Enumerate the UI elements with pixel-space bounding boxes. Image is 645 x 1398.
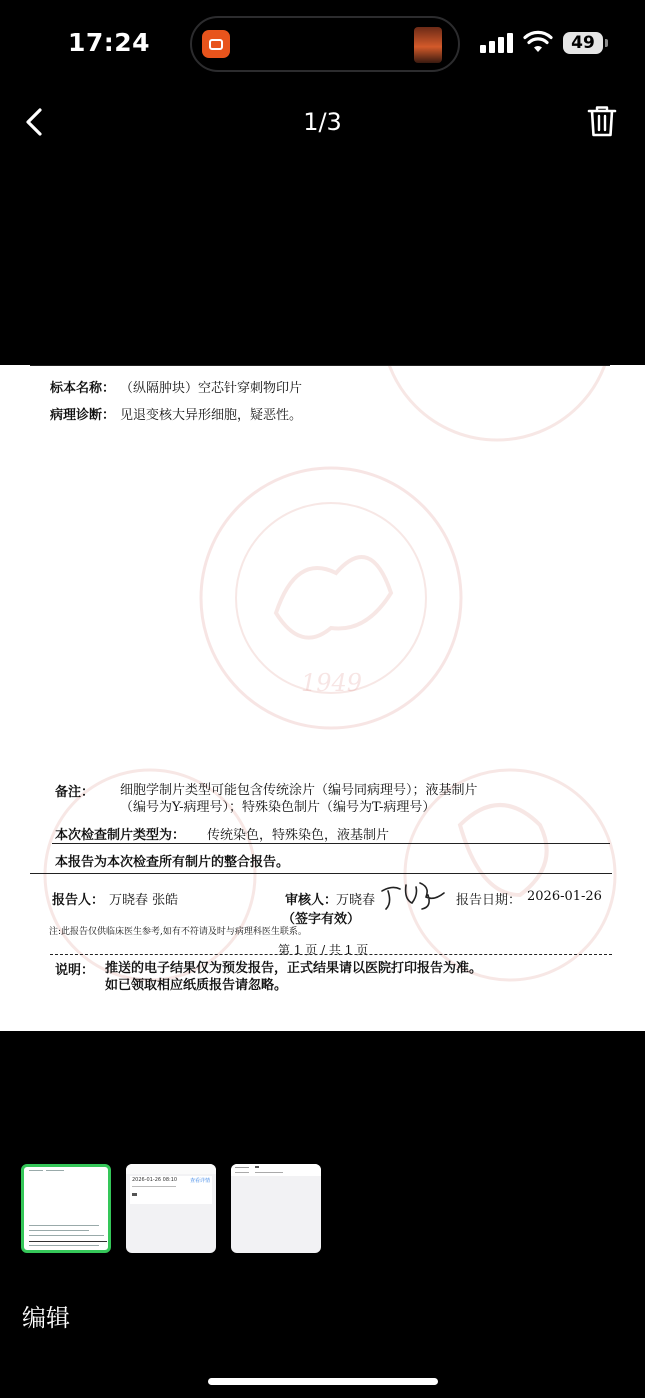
slide-types-value: 传统染色，特殊染色，液基制片 (207, 828, 390, 843)
trash-icon[interactable] (586, 104, 618, 138)
status-time: 17:24 (68, 28, 151, 57)
reviewer-signature (378, 877, 450, 911)
specimen-value: （纵隔肿块）空芯针穿刺物印片 (120, 381, 303, 396)
rule-2 (30, 873, 612, 874)
thumbnail-2-title: 2026-01-26 08:10 (132, 1177, 178, 1183)
remarks-label: 备注： (55, 785, 95, 800)
thumbnail-page-2[interactable] (126, 1164, 216, 1253)
thumbnail-page-1[interactable] (21, 1164, 111, 1253)
diagnosis-label: 病理诊断： (50, 408, 116, 423)
reporter-value: 万晓春 张皓 (109, 893, 179, 908)
reviewer-label: 审核人： (285, 893, 338, 908)
reviewer-value: 万晓春 (336, 893, 376, 908)
cellular-signal-icon (480, 33, 514, 53)
footnote: 注:此报告仅供临床医生参考,如有不符请及时与病理科医生联系。 (49, 927, 307, 937)
specimen-label: 标本名称： (50, 381, 116, 396)
dashed-rule (50, 954, 612, 955)
integrated-statement: 本报告为本次检查所有制片的整合报告。 (55, 855, 290, 870)
page-info: 第 1 页 / 共 1 页 (278, 943, 369, 957)
seal-year-text: 1949 (301, 669, 363, 697)
diagnosis-value: 见退变核大异形细胞，疑恶性。 (120, 408, 303, 423)
reporter-label: 报告人： (52, 893, 105, 908)
dynamic-island[interactable] (190, 16, 460, 72)
top-rule (30, 365, 610, 366)
note-line-1: 推送的电子结果仅为预发报告，正式结果请以医院打印报告为准。 (105, 961, 483, 976)
report-date-label: 报告日期： (456, 893, 522, 908)
note-line-2: 如已领取相应纸质报告请忽略。 (105, 978, 288, 993)
page-indicator: 1/3 (303, 108, 342, 136)
hospital-seal-watermark (196, 463, 466, 733)
edit-button[interactable]: 编辑 (22, 1304, 70, 1332)
slide-types-label: 本次检查制片类型为： (55, 828, 186, 843)
report-date-value: 2026-01-26 (527, 889, 602, 904)
report-document-image[interactable] (0, 271, 645, 1031)
thumbnail-2-link: 查看详情 (189, 1178, 210, 1184)
app-activity-icon (202, 30, 230, 58)
remarks-line-1: 细胞学制片类型可能包含传统涂片（编号同病理号）；液基制片 (120, 783, 478, 798)
hospital-seal-watermark-top: 1949 (362, 365, 632, 445)
remarks-line-2: （编号为Y-病理号）；特殊染色制片（编号为T-病理号） (120, 800, 436, 815)
rule-1 (52, 843, 610, 844)
note-label: 说明： (55, 963, 95, 978)
wifi-icon (523, 30, 553, 54)
battery-icon: 49 (563, 32, 603, 54)
home-indicator[interactable] (208, 1378, 438, 1385)
app-artwork-icon (414, 27, 442, 63)
thumbnail-page-3[interactable] (231, 1164, 321, 1253)
signature-valid: （签字有效） (282, 912, 361, 927)
